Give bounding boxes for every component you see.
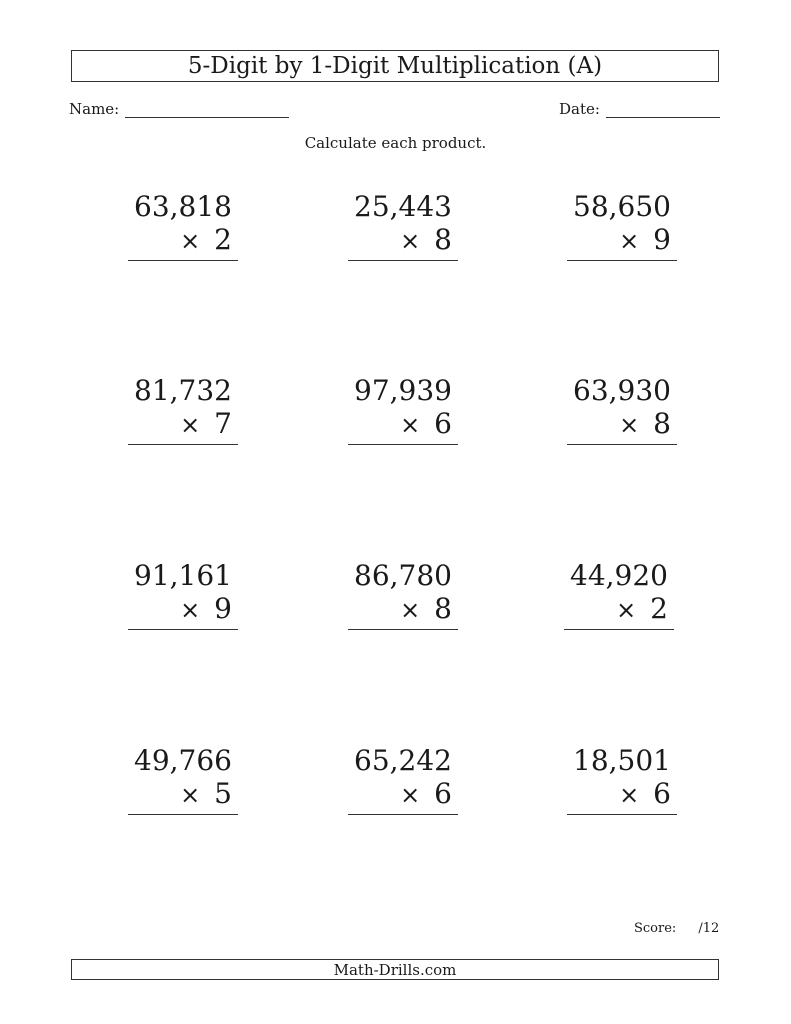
multiplicand: 97,939 bbox=[354, 374, 452, 407]
worksheet-title bbox=[71, 50, 719, 82]
footer-text: Math-Drills.com bbox=[333, 960, 457, 979]
problem-12 bbox=[567, 744, 677, 815]
multiplier-row bbox=[564, 592, 674, 630]
times-icon: × bbox=[400, 596, 421, 624]
name-label: Name: bbox=[69, 100, 120, 118]
multiplier-row bbox=[567, 223, 677, 261]
problem-5 bbox=[348, 374, 458, 445]
multiplicand: 81,732 bbox=[134, 374, 232, 407]
multiplier: 6 bbox=[653, 777, 671, 810]
date-label: Date: bbox=[559, 100, 600, 118]
problem-10 bbox=[128, 744, 238, 815]
multiplier: 2 bbox=[650, 592, 668, 625]
multiplier: 8 bbox=[653, 407, 671, 440]
multiplier-row bbox=[128, 592, 238, 630]
multiplicand: 58,650 bbox=[573, 190, 671, 223]
instructions: Calculate each product. bbox=[304, 134, 487, 152]
times-icon: × bbox=[400, 781, 421, 809]
times-icon: × bbox=[400, 227, 421, 255]
times-icon: × bbox=[400, 411, 421, 439]
date-line[interactable] bbox=[606, 97, 720, 118]
times-icon: × bbox=[619, 227, 640, 255]
multiplier: 8 bbox=[434, 223, 452, 256]
score-total: /12 bbox=[698, 921, 720, 936]
multiplier: 6 bbox=[434, 777, 452, 810]
problem-4 bbox=[128, 374, 238, 445]
times-icon: × bbox=[180, 227, 201, 255]
problem-11 bbox=[348, 744, 458, 815]
multiplier-row bbox=[567, 407, 677, 445]
multiplicand: 91,161 bbox=[134, 559, 232, 592]
multiplier-row bbox=[567, 777, 677, 815]
multiplier: 5 bbox=[214, 777, 232, 810]
multiplicand: 25,443 bbox=[354, 190, 452, 223]
score-label: Score: bbox=[634, 921, 677, 936]
multiplicand: 65,242 bbox=[354, 744, 452, 777]
problem-9 bbox=[564, 559, 674, 630]
worksheet-title-text: 5-Digit by 1-Digit Multiplication (A) bbox=[187, 53, 603, 79]
multiplier: 9 bbox=[214, 592, 232, 625]
problem-3 bbox=[567, 190, 677, 261]
multiplier-row bbox=[348, 407, 458, 445]
times-icon: × bbox=[619, 781, 640, 809]
times-icon: × bbox=[180, 411, 201, 439]
problem-2 bbox=[348, 190, 458, 261]
multiplier: 8 bbox=[434, 592, 452, 625]
problem-1 bbox=[128, 190, 238, 261]
multiplicand: 63,930 bbox=[573, 374, 671, 407]
name-line[interactable] bbox=[125, 97, 289, 118]
multiplier-row bbox=[128, 407, 238, 445]
problem-8 bbox=[348, 559, 458, 630]
multiplier-row bbox=[348, 592, 458, 630]
multiplier-row bbox=[128, 777, 238, 815]
multiplicand: 86,780 bbox=[354, 559, 452, 592]
multiplier: 2 bbox=[214, 223, 232, 256]
problem-6 bbox=[567, 374, 677, 445]
name-field bbox=[69, 97, 289, 118]
multiplier: 7 bbox=[214, 407, 232, 440]
multiplier-row bbox=[128, 223, 238, 261]
date-field bbox=[559, 97, 720, 118]
footer bbox=[71, 959, 719, 980]
problem-7 bbox=[128, 559, 238, 630]
multiplicand: 63,818 bbox=[134, 190, 232, 223]
multiplicand: 18,501 bbox=[573, 744, 671, 777]
score bbox=[634, 921, 719, 936]
multiplier: 6 bbox=[434, 407, 452, 440]
times-icon: × bbox=[619, 411, 640, 439]
multiplicand: 44,920 bbox=[570, 559, 668, 592]
times-icon: × bbox=[180, 781, 201, 809]
multiplier-row bbox=[348, 223, 458, 261]
times-icon: × bbox=[616, 596, 637, 624]
multiplier-row bbox=[348, 777, 458, 815]
multiplicand: 49,766 bbox=[134, 744, 232, 777]
times-icon: × bbox=[180, 596, 201, 624]
multiplier: 9 bbox=[653, 223, 671, 256]
